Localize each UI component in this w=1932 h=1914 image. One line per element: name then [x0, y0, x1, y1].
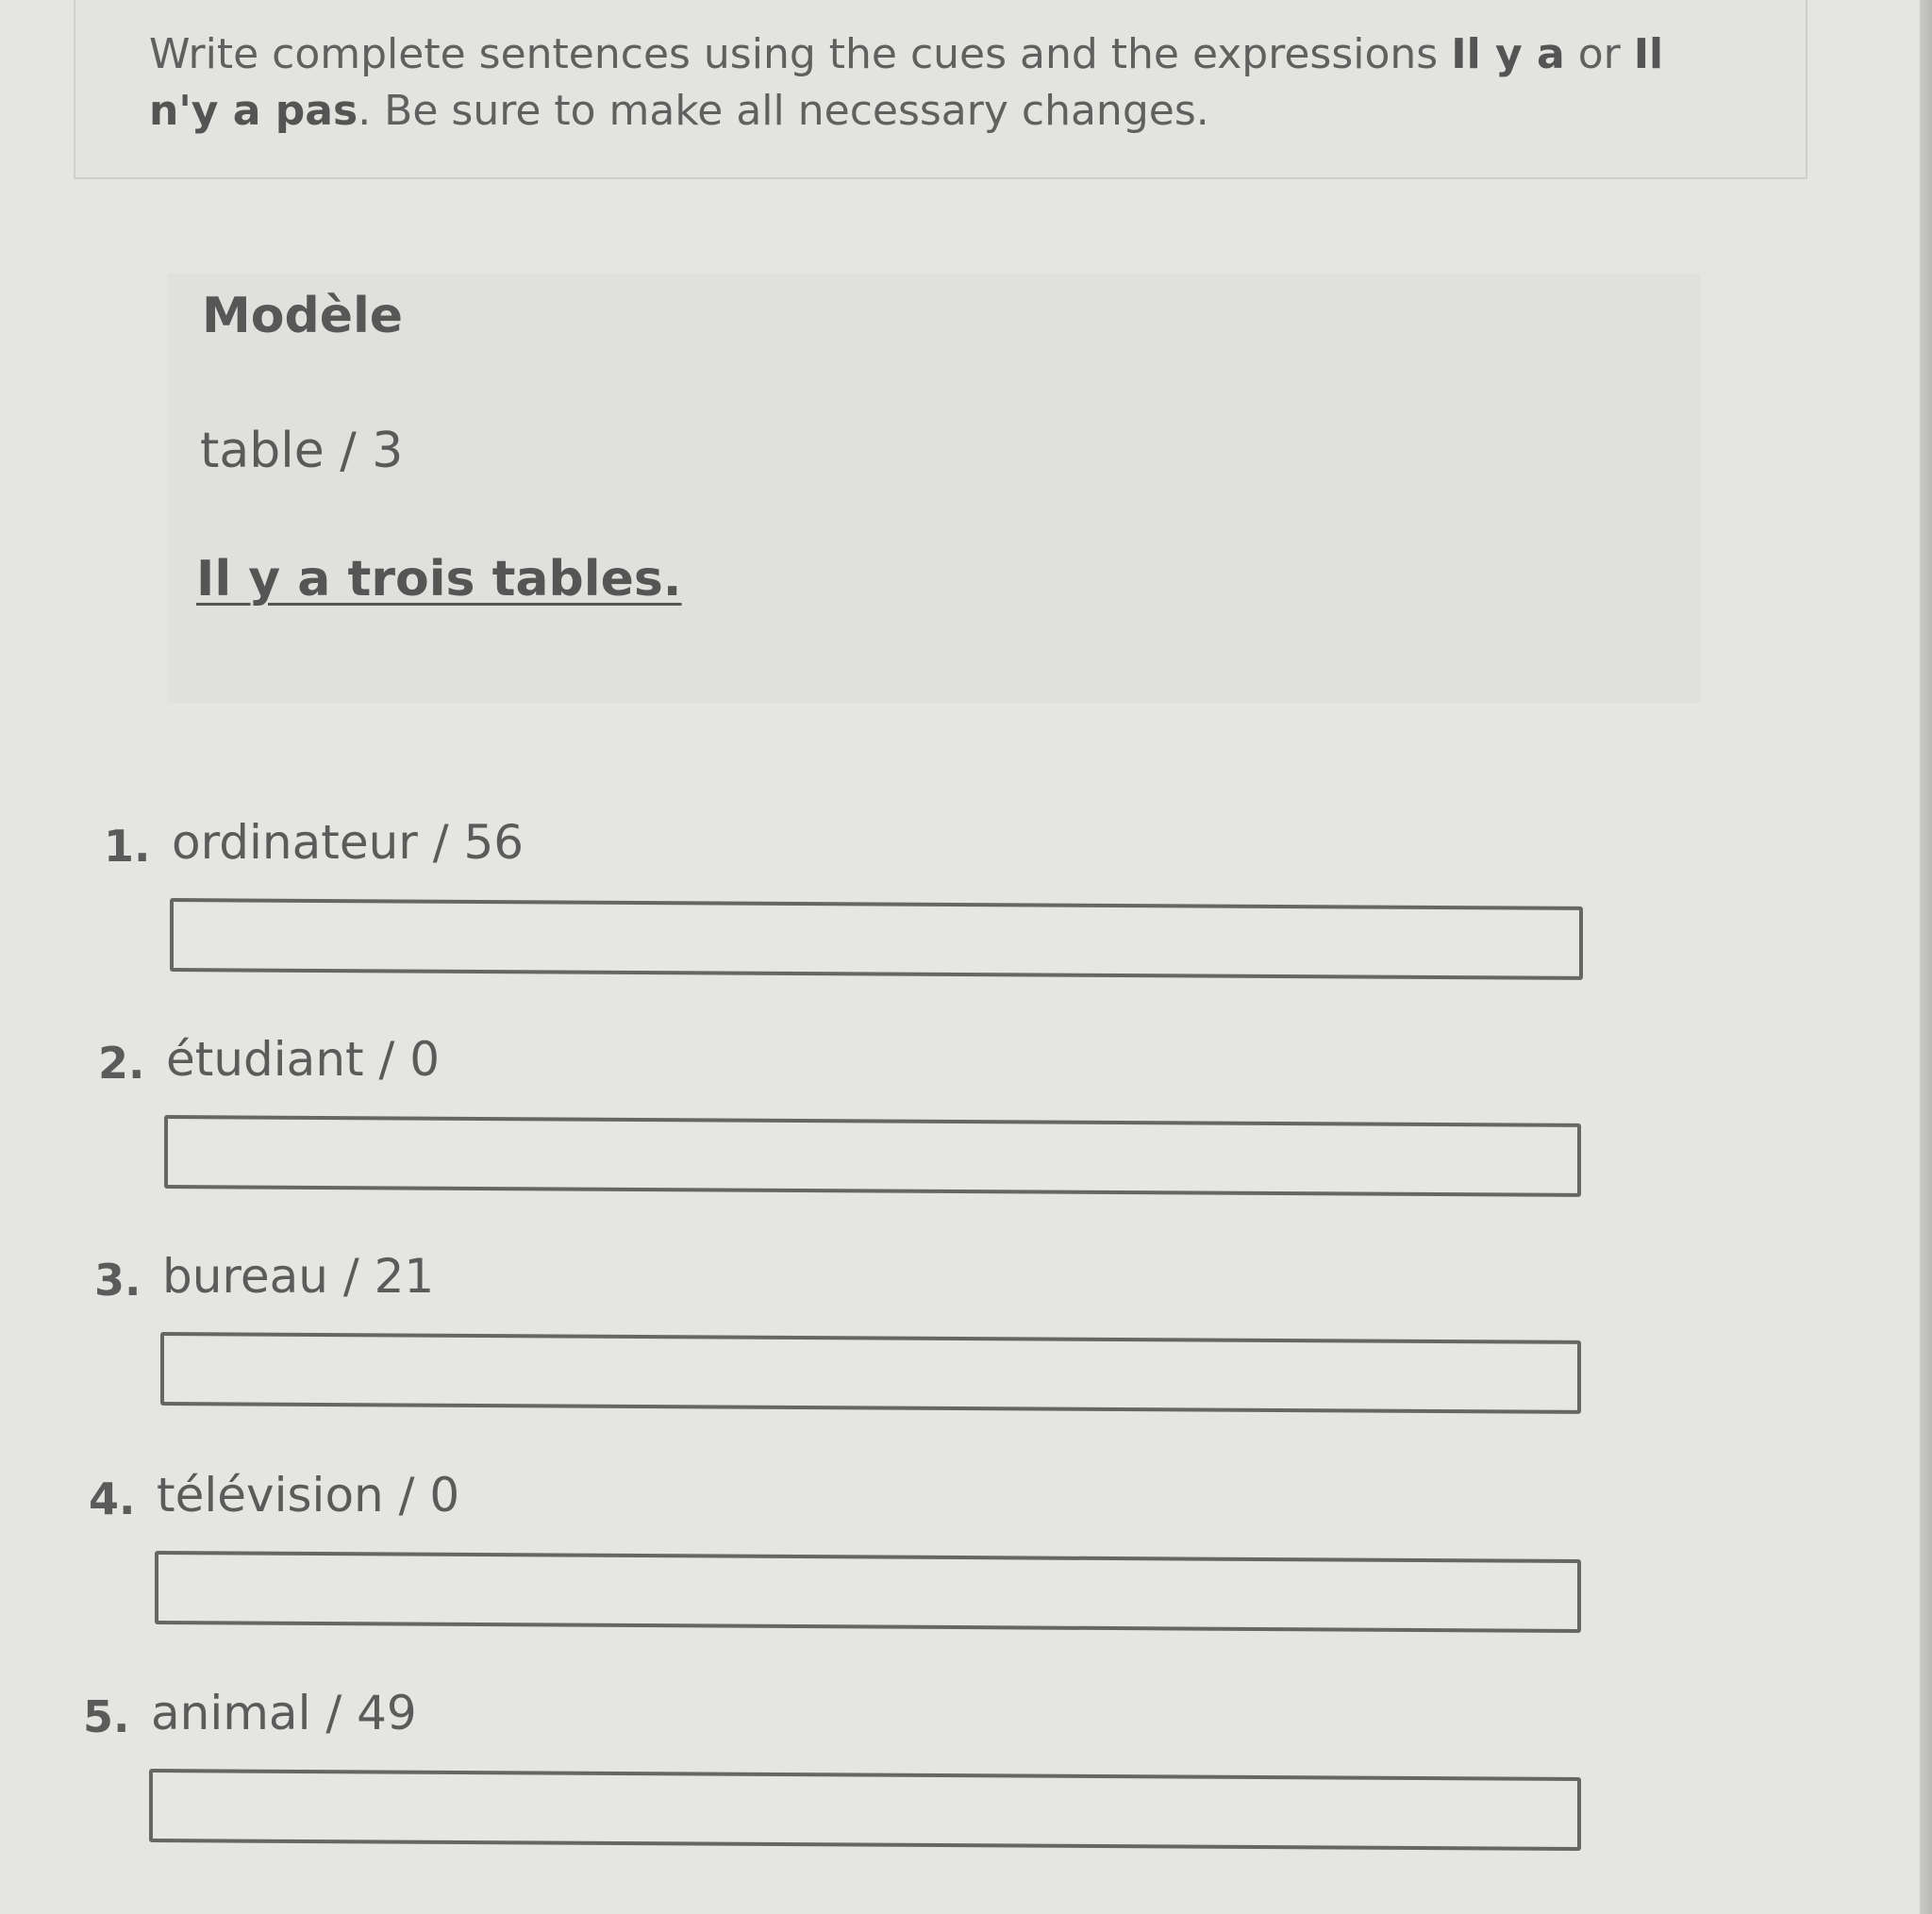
model-cue: table / 3 — [200, 423, 404, 479]
question-cue: télévision / 0 — [157, 1468, 460, 1523]
question-cue: animal / 49 — [151, 1686, 417, 1740]
expression-il-n-y-a-pas: Il n'y a pas — [149, 30, 1664, 135]
instructions-part-2: or — [1564, 30, 1634, 78]
answer-input-4[interactable] — [155, 1551, 1581, 1633]
answer-input-5[interactable] — [149, 1769, 1581, 1851]
question-cue: étudiant / 0 — [166, 1032, 441, 1087]
question-number: 3. — [94, 1255, 142, 1306]
expression-il-y-a: Il y a — [1451, 30, 1565, 78]
model-answer: Il y a trois tables. — [196, 551, 682, 607]
model-title: Modèle — [202, 288, 404, 344]
question-number: 4. — [89, 1473, 136, 1524]
question-number: 5. — [83, 1691, 130, 1742]
instructions-part-1: Write complete sentences using the cues and the expressions — [149, 30, 1452, 78]
page-edge-shadow — [1920, 0, 1932, 1914]
answer-input-2[interactable] — [164, 1115, 1581, 1197]
answer-input-1[interactable] — [170, 898, 1583, 980]
question-number: 1. — [104, 821, 151, 872]
question-number: 2. — [98, 1038, 145, 1089]
answer-input-3[interactable] — [160, 1332, 1581, 1414]
instructions-part-3: . Be sure to make all necessary changes. — [358, 87, 1209, 135]
question-cue: bureau / 21 — [162, 1249, 435, 1304]
question-cue: ordinateur / 56 — [172, 815, 525, 870]
instructions-text — [149, 26, 1715, 140]
